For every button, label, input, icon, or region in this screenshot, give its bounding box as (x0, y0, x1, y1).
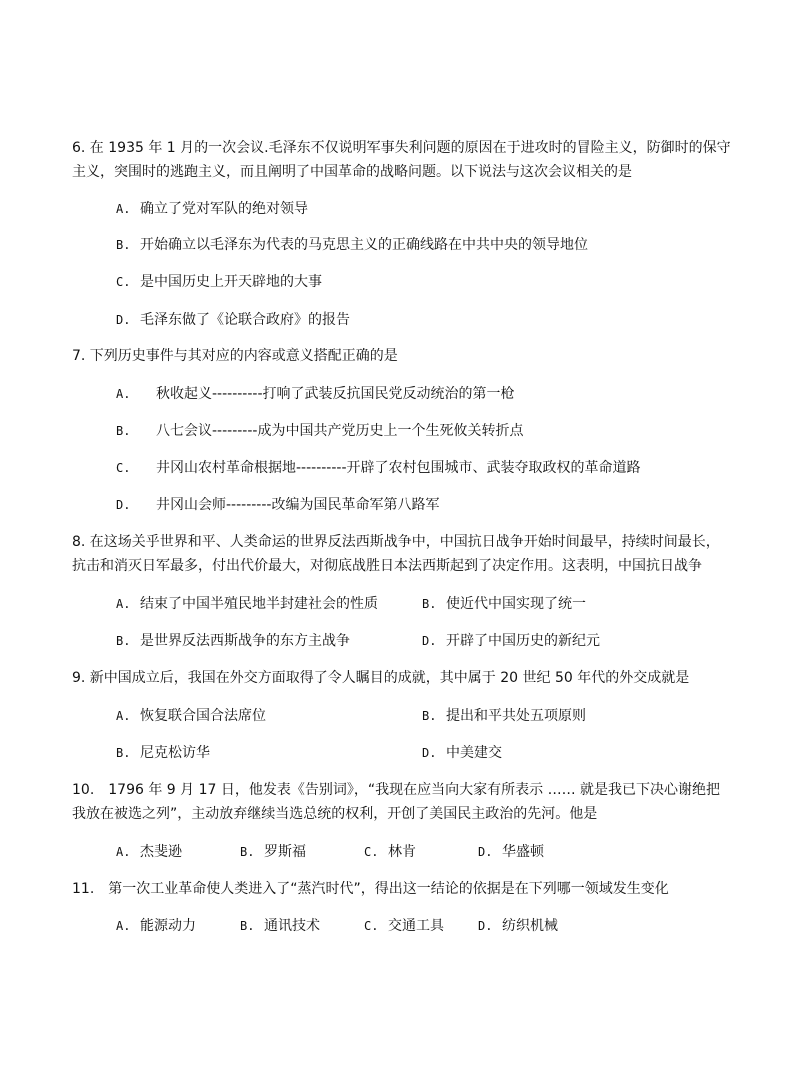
option-text: 提出和平共处五项原则 (446, 708, 586, 724)
question-9-option-a (116, 706, 266, 726)
question-6-option-c (116, 272, 322, 292)
option-text: 是世界反法西斯战争的东方主战争 (140, 633, 350, 649)
question-10-option-b (240, 842, 364, 862)
question-10-options (116, 842, 544, 862)
question-9-option-b (422, 706, 586, 726)
option-text: 杰斐逊 (140, 844, 182, 860)
question-6-stem-line-2: 主义，突围时的逃跑主义，而且阐明了中国革命的战略问题。以下说法与这次会议相关的是 (72, 164, 632, 180)
option-letter: B. (116, 746, 131, 760)
option-letter: B. (116, 238, 131, 252)
option-letter: A. (116, 202, 131, 216)
question-8-option-a (116, 594, 378, 614)
option-text: 井冈山会师---------改编为国民革命军第八路军 (156, 497, 440, 513)
question-9-option-d (422, 743, 502, 763)
question-11-option-a (116, 916, 240, 936)
question-8-stem-line-1: 8. 在这场关乎世界和平、人类命运的世界反法西斯战争中，中国抗日战争开始时间最早，持续时间最长， (72, 534, 720, 550)
question-6-option-a (116, 199, 308, 219)
option-text: 尼克松访华 (140, 745, 210, 761)
option-letter: A. (116, 387, 131, 401)
option-letter: B. (240, 919, 255, 933)
question-10-stem-line-2: 我放在被选之列”，主动放弃继续当选总统的权利，开创了美国民主政治的先河。他是 (72, 806, 598, 822)
option-text: 华盛顿 (502, 844, 544, 860)
question-9-option-c (116, 743, 210, 763)
option-letter: C. (116, 275, 131, 289)
question-11-option-b (240, 916, 364, 936)
question-8-option-d (422, 631, 600, 651)
option-letter: B. (422, 597, 437, 611)
option-letter: B. (422, 709, 437, 723)
option-text: 确立了党对军队的绝对领导 (140, 201, 308, 217)
question-6-stem-line-1: 6. 在 1935 年 1 月的一次会议.毛泽东不仅说明军事失利问题的原因在于进攻时的冒险主义，防御时的保守 (72, 140, 731, 156)
option-letter: D. (116, 498, 131, 512)
option-text: 秋收起义----------打响了武装反抗国民党反动统治的第一枪 (156, 386, 515, 402)
option-letter: C. (364, 845, 379, 859)
question-7-option-c (116, 458, 641, 478)
option-letter: D. (422, 746, 437, 760)
option-letter: A. (116, 845, 131, 859)
option-text: 井冈山农村革命根据地----------开辟了农村包围城市、武装夺取政权的革命道路 (156, 460, 641, 476)
option-letter: C. (116, 461, 131, 475)
option-letter: A. (116, 919, 131, 933)
option-letter: B. (240, 845, 255, 859)
option-text: 结束了中国半殖民地半封建社会的性质 (140, 596, 378, 612)
option-text: 林肯 (388, 844, 416, 860)
question-7-stem-line-1: 7. 下列历史事件与其对应的内容或意义搭配正确的是 (72, 348, 398, 364)
option-text: 通讯技术 (264, 918, 320, 934)
option-letter: D. (478, 919, 493, 933)
question-8-option-b (422, 594, 586, 614)
question-8-stem-line-2: 抗击和消灭日军最多，付出代价最大，对彻底战胜日本法西斯起到了决定作用。这表明，中国抗日战争 (72, 558, 702, 574)
question-10-option-c (364, 842, 478, 862)
question-8-option-c (116, 631, 350, 651)
question-11-option-c (364, 916, 478, 936)
option-text: 使近代中国实现了统一 (446, 596, 586, 612)
option-text: 开辟了中国历史的新纪元 (446, 633, 600, 649)
question-10-option-a (116, 842, 240, 862)
question-10-stem-line-1: 10. 1796 年 9 月 17 日，他发表《告别词》，“我现在应当向大家有所表示 …… 就是我已下决心谢绝把 (72, 782, 721, 798)
question-11-option-d (478, 916, 558, 936)
question-6-option-d (116, 310, 350, 330)
option-text: 能源动力 (140, 918, 196, 934)
option-text: 是中国历史上开天辟地的大事 (140, 274, 322, 290)
option-letter: D. (116, 313, 131, 327)
option-letter: A. (116, 709, 131, 723)
question-9-stem-line-1: 9. 新中国成立后，我国在外交方面取得了令人瞩目的成就，其中属于 20 世纪 50 年代的外交成就是 (72, 670, 690, 686)
option-text: 交通工具 (388, 918, 444, 934)
question-7-option-a (116, 384, 515, 404)
option-text: 开始确立以毛泽东为代表的马克思主义的正确线路在中共中央的领导地位 (140, 237, 588, 253)
question-7-option-d (116, 495, 439, 515)
option-text: 恢复联合国合法席位 (140, 708, 266, 724)
question-10-option-d (478, 842, 544, 862)
option-letter: C. (364, 919, 379, 933)
option-letter: D. (422, 634, 437, 648)
option-letter: A. (116, 597, 131, 611)
option-text: 罗斯福 (264, 844, 306, 860)
question-11-options (116, 916, 558, 936)
option-letter: B. (116, 424, 131, 438)
question-11-stem-line-1: 11. 第一次工业革命使人类进入了“蒸汽时代”，得出这一结论的依据是在下列哪一领域发生变化 (72, 881, 669, 897)
option-letter: B. (116, 634, 131, 648)
option-text: 毛泽东做了《论联合政府》的报告 (140, 312, 350, 328)
option-text: 八七会议---------成为中国共产党历史上一个生死攸关转折点 (156, 423, 524, 439)
option-text: 纺织机械 (502, 918, 558, 934)
option-letter: D. (478, 845, 493, 859)
question-6-option-b (116, 235, 588, 255)
option-text: 中美建交 (446, 745, 502, 761)
question-7-option-b (116, 421, 523, 441)
